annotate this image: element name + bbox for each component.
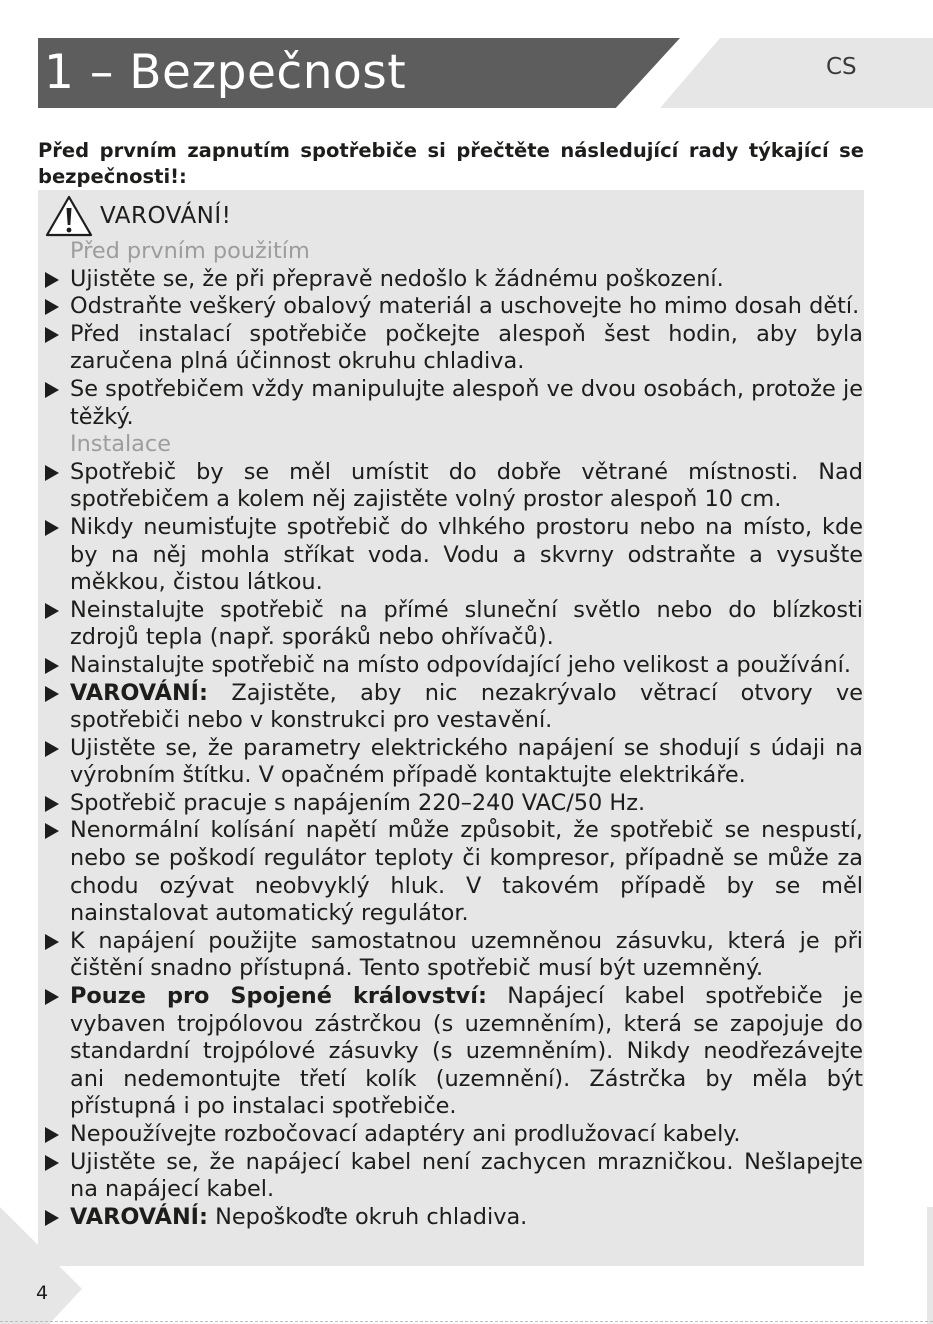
list-item: Nikdy neumisťujte spotřebič do vlhkého prostoru nebo na místo, kde by na něj mohla stříkat voda. Vodu a skvrny odstraňte a vysušte měkkou, čistou látkou. bbox=[44, 514, 863, 597]
page-title: 1 – Bezpečnost bbox=[44, 45, 407, 100]
bullet-icon bbox=[45, 934, 59, 950]
language-code: CS bbox=[826, 54, 857, 80]
footer-divider bbox=[0, 1321, 933, 1322]
list-item: Ujistěte se, že parametry elektrického napájení se shodují s údaji na výrobním štítku. V opačném případě kontaktujte elektrikáře. bbox=[44, 735, 863, 790]
list-item: Ujistěte se, že při přepravě nedošlo k žádnému poškození. bbox=[44, 266, 863, 294]
list-item: Spotřebič pracuje s napájením 220–240 VAC/50 Hz. bbox=[44, 790, 863, 818]
list-item: Před instalací spotřebiče počkejte alespoň šest hodin, aby byla zaručena plná účinnost okruhu chladiva. bbox=[44, 321, 863, 376]
safety-content bbox=[44, 238, 863, 1231]
list-item: K napájení použijte samostatnou uzemněnou zásuvku, která je při čištění snadno přístupná. Tento spotřebič musí být uzemněný. bbox=[44, 928, 863, 983]
bullet-icon bbox=[45, 1127, 59, 1143]
list-item-uk-only: Pouze pro Spojené království: Napájecí kabel spotřebiče je vybaven trojpólovou zástrčkou (s uzemněním), která se zapojuje do standardní trojpólové zásuvky (s uzemněním). Nikdy neodřezávejte ani nedemontujte třetí kolík (uzemnění). Zástrčka by měla být přístupná i po instalaci spotřebiče. bbox=[44, 983, 863, 1121]
bullet-icon bbox=[45, 272, 59, 288]
intro-text: Před prvním zapnutím spotřebiče si přečtěte následující rady týkající se bezpečnosti!: bbox=[38, 139, 864, 188]
list-item: Neinstalujte spotřebič na přímé sluneční světlo nebo do blízkosti zdrojů tepla (např. sporáků nebo ohřívačů). bbox=[44, 597, 863, 652]
section-title-installation: Instalace bbox=[70, 431, 171, 458]
list-item: Nenormální kolísání napětí může způsobit, že spotřebič se nespustí, nebo se poškodí regulátor teploty či kompresor, případně se může za chodu ozývat neobvyklý hluk. V takovém případě by se měl nainstalovat automatický regulátor. bbox=[44, 817, 863, 927]
bullet-icon bbox=[45, 686, 59, 702]
list-item: Nepoužívejte rozbočovací adaptéry ani prodlužovací kabely. bbox=[44, 1121, 863, 1149]
bullet-icon bbox=[45, 1210, 59, 1226]
list-item-warning-vents: VAROVÁNÍ: Zajistěte, aby nic nezakrývalo větrací otvory ve spotřebiči nebo v konstrukci pro vestavění. bbox=[44, 680, 863, 735]
bullet-icon bbox=[45, 741, 59, 757]
list-item: Spotřebič by se měl umístit do dobře větrané místnosti. Nad spotřebičem a kolem něj zajistěte volný prostor alespoň 10 cm. bbox=[44, 459, 863, 514]
warning-title: VAROVÁNÍ! bbox=[100, 203, 232, 229]
list-item: Se spotřebičem vždy manipulujte alespoň ve dvou osobách, protože je těžký. bbox=[44, 376, 863, 431]
section-title-before-first-use: Před prvním použitím bbox=[70, 238, 310, 264]
bullet-icon bbox=[45, 520, 59, 536]
bullet-icon bbox=[45, 658, 59, 674]
list-item-warning-refrigerant: VAROVÁNÍ: Nepoškoďte okruh chladiva. bbox=[44, 1204, 863, 1232]
corner-decoration-right bbox=[927, 1207, 933, 1324]
list-item: Nainstalujte spotřebič na místo odpovídající jeho velikost a používání. bbox=[44, 652, 863, 680]
bullet-icon bbox=[45, 796, 59, 812]
bullet-icon bbox=[45, 327, 59, 343]
warning-header bbox=[44, 193, 231, 239]
warning-triangle-icon bbox=[44, 194, 94, 238]
bullet-icon bbox=[45, 299, 59, 315]
language-tab bbox=[660, 38, 933, 108]
bullet-icon bbox=[45, 465, 59, 481]
bullet-icon bbox=[45, 823, 59, 839]
bullet-icon bbox=[45, 382, 59, 398]
bullet-icon bbox=[45, 603, 59, 619]
list-item: Odstraňte veškerý obalový materiál a uschovejte ho mimo dosah dětí. bbox=[44, 293, 863, 321]
bullet-icon bbox=[45, 1155, 59, 1171]
bullet-icon bbox=[45, 989, 59, 1005]
list-item: Ujistěte se, že napájecí kabel není zachycen mrazničkou. Nešlapejte na napájecí kabel. bbox=[44, 1149, 863, 1204]
page-number: 4 bbox=[36, 1282, 49, 1304]
